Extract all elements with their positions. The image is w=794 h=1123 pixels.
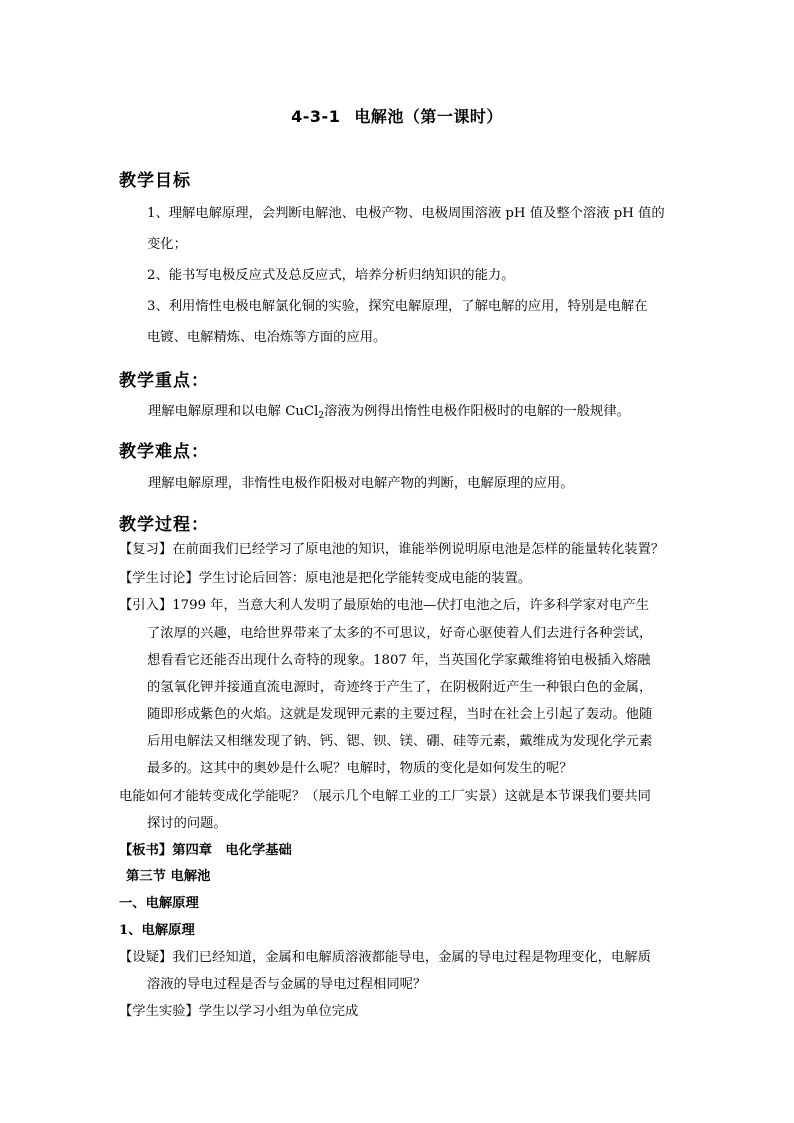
objectives-heading: 教学目标 — [119, 171, 191, 191]
title-number: 4-3-1 — [291, 107, 341, 126]
process-heading: 教学过程： — [119, 515, 209, 535]
intro-line-3: 想看看它还能否出现什么奇特的现象。1807 年，当英国化学家戴维将铂电极插入熔融 — [147, 653, 651, 668]
objective-line-4: 3、利用惰性电极电解氯化铜的实验，探究电解原理，了解电解的应用，特别是电解在 — [147, 299, 648, 314]
intro-line-4: 的氢氧化钾并接通直流电源时，奇迹终于产生了，在阴极附近产生一种银白色的金属， — [147, 680, 653, 695]
experiment-paragraph — [119, 1002, 358, 1022]
question-line-1 — [119, 948, 651, 968]
document-title — [0, 104, 794, 127]
difficulties-heading: 教学难点： — [119, 442, 209, 462]
key-points-subscript: 2 — [318, 411, 325, 421]
review-paragraph — [119, 540, 664, 560]
discussion-paragraph — [119, 569, 531, 589]
review-tag: 【复习】 — [119, 542, 173, 557]
discussion-tag: 【学生讨论】 — [119, 571, 199, 586]
intro-line-6: 后用电解法又相继发现了钠、钙、锶、钡、镁、硼、硅等元素，戴维成为发现化学元素 — [147, 734, 653, 749]
board-part: 一、电解原理 — [119, 896, 199, 911]
transition-line-2: 探讨的问题。 — [147, 816, 227, 831]
key-points-text-after: 溶液为例得出惰性电极作阳极时的电解的一般规律。 — [324, 404, 630, 419]
key-points-text — [148, 402, 630, 426]
intro-line-5: 随即形成紫色的火焰。这就是发现钾元素的主要过程，当时在社会上引起了轰动。他随 — [147, 707, 653, 722]
board-subpart: 1、电解原理 — [119, 923, 195, 938]
title-text: 电解池（第一课时） — [354, 107, 503, 126]
intro-tag: 【引入】 — [119, 598, 173, 613]
intro-line-1 — [119, 596, 649, 616]
board-chapter-text: 第四章 电化学基础 — [172, 843, 292, 858]
objective-line-1: 1、理解电解原理，会判断电解池、电极产物、电极周围溶液 pH 值及整个溶液 pH 值的 — [147, 206, 665, 221]
question-line-2: 溶液的导电过程是否与金属的导电过程相同呢？ — [147, 977, 427, 992]
board-tag: 【板书】 — [119, 843, 173, 858]
review-text: 在前面我们已经学习了原电池的知识，谁能举例说明原电池是怎样的能量转化装置？ — [172, 542, 665, 557]
discussion-text: 学生讨论后回答：原电池是把化学能转变成电能的装置。 — [198, 571, 532, 586]
board-section: 第三节 电解池 — [126, 869, 211, 884]
board-chapter — [119, 841, 292, 861]
experiment-tag: 【学生实验】 — [119, 1004, 199, 1019]
objective-line-3: 2、能书写电极反应式及总反应式，培养分析归纳知识的能力。 — [147, 268, 515, 283]
question-tag: 【设疑】 — [119, 950, 173, 965]
difficulties-text: 理解电解原理，非惰性电极作阳极对电解产物的判断，电解原理的应用。 — [148, 476, 574, 491]
transition-line-1: 电能如何才能转变成化学能呢？（展示几个电解工业的工厂实景）这就是本节课我们要共同 — [119, 789, 651, 804]
intro-line-2: 了浓厚的兴趣，电给世界带来了太多的不可思议，好奇心驱使着人们去进行各种尝试， — [147, 626, 653, 641]
objective-line-5: 电镀、电解精炼、电冶炼等方面的应用。 — [147, 330, 387, 345]
key-points-text-before: 理解电解原理和以电解 CuCl — [148, 404, 319, 419]
question-text-1: 我们已经知道，金属和电解质溶液都能导电，金属的导电过程是物理变化，电解质 — [172, 950, 651, 965]
objective-line-2: 变化； — [147, 237, 187, 252]
intro-text-1: 1799 年，当意大利人发明了最原始的电池—伏打电池之后，许多科学家对电产生 — [172, 598, 650, 613]
experiment-text: 学生以学习小组为单位完成 — [198, 1004, 359, 1019]
key-points-heading: 教学重点： — [119, 371, 209, 391]
intro-line-7: 最多的。这其中的奥妙是什么呢？电解时，物质的变化是如何发生的呢？ — [147, 761, 573, 776]
